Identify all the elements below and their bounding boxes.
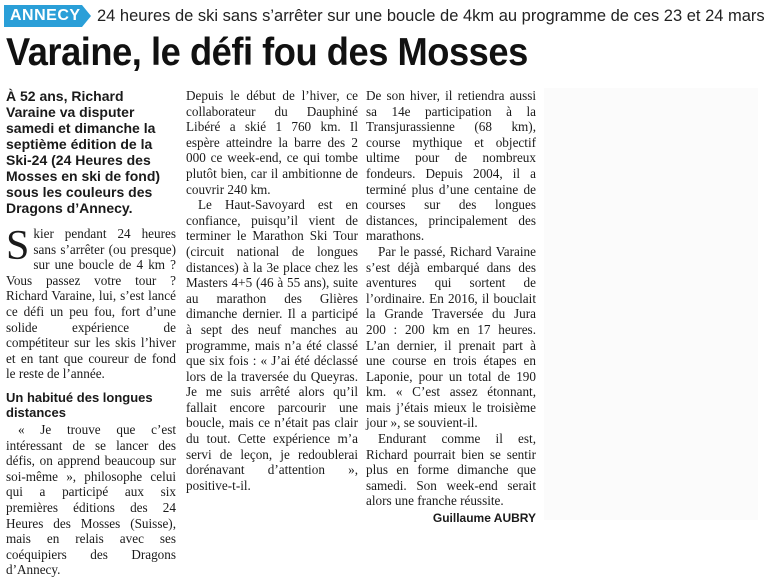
article-column-1 [6,88,176,578]
article-paragraph: Depuis le début de l’hiver, ce collaborateur du Dauphiné Libéré a skié 1 760 km. Il espère atteindre la barre des 2 000 ce week-end, ce qui tombe plutôt bien, car il ambitionne de couvrir 240 km. [186,88,358,197]
page-title: Varaine, le défi fou des Mosses [6,31,528,74]
article-paragraph: De son hiver, il retiendra aussi sa 14e participation à la Transjurassienne (68 km), course mythique et objectif ultime pour de nombreux fondeurs. Depuis 2004, il a terminé plus d’une centaine de courses sur des longues distances, principalement des marathons. [366,88,536,244]
article-paragraph: « Je trouve que c’est intéressant de se lancer des défis, on apprend beaucoup sur soi-même », philosophe celui qui a participé aux six premières éditions des 24 Heures des Mosses (Suisse), mais en relais avec ses coéquipiers des Dragons d’Annecy. [6,421,176,578]
article-paragraph [6,223,176,382]
topline [0,4,765,28]
blank-area [544,88,758,520]
paragraph-text: kier pendant 24 heures sans s’arrêter (ou presque) sur une boucle de 4 km ? Vous passez votre tour ? Richard Varaine, lui, s’est lancé ce défi un peu fou, fort d’une solide expérience de compétiteur sur les skis l’hiver et en tant que coureur de fond le reste de l’année. [6,226,176,382]
byline: Guillaume AUBRY [432,511,536,526]
kicker-text: 24 heures de ski sans s’arrêter sur une boucle de 4km au programme de ces 23 et 24 mars [97,7,765,25]
article-column-3 [366,88,536,526]
article-paragraph: Le Haut-Savoyard est en confiance, puisqu’il vient de terminer le Marathon Ski Tour (circuit national de longues distances) à la 3e place chez les Masters 4+5 (46 à 55 ans), suite au marathon des Glières dimanche dernier. Il a participé à sept des neuf manches au programme, mais n’a été classé que six fois : « J’ai été déclassé lors de la traversée du Queyras. Je me suis arrêté alors qu’il fallait encore parcourir une boucle, mais ce n’était pas clair du tout. Cette expérience m’a servi de leçon, je redoublerai dorénavant d’attention », positive-t-il. [186,197,358,493]
article-chapeau: À 52 ans, Richard Varaine va disputer samedi et dimanche la septième édition de la Ski-24 (24 Heures des Mosses en ski de fond) sous les couleurs des Dragons d’Annecy. [6,88,161,216]
article-column-2 [186,88,358,520]
article-subheading: Un habitué des longues distances [6,389,153,420]
section-badge: ANNECY [4,5,82,27]
drop-cap: S [6,223,30,269]
article-paragraph: Endurant comme il est, Richard pourrait bien se sentir plus en forme dimanche que samedi. Son week-end serait alors une franche réussite. [366,431,536,509]
article-paragraph: Par le passé, Richard Varaine s’est déjà embarqué dans des aventures qui sortent de l’ordinaire. En 2016, il bouclait la Grande Traversée du Jura 200 : 200 km en 17 heures. L’an dernier, il prenait part à une course en trois étapes en Laponie, pour un total de 190 km. « C’est assez étonnant, mais j’étais mieux le troisième jour », se souvient-il. [366,243,536,431]
